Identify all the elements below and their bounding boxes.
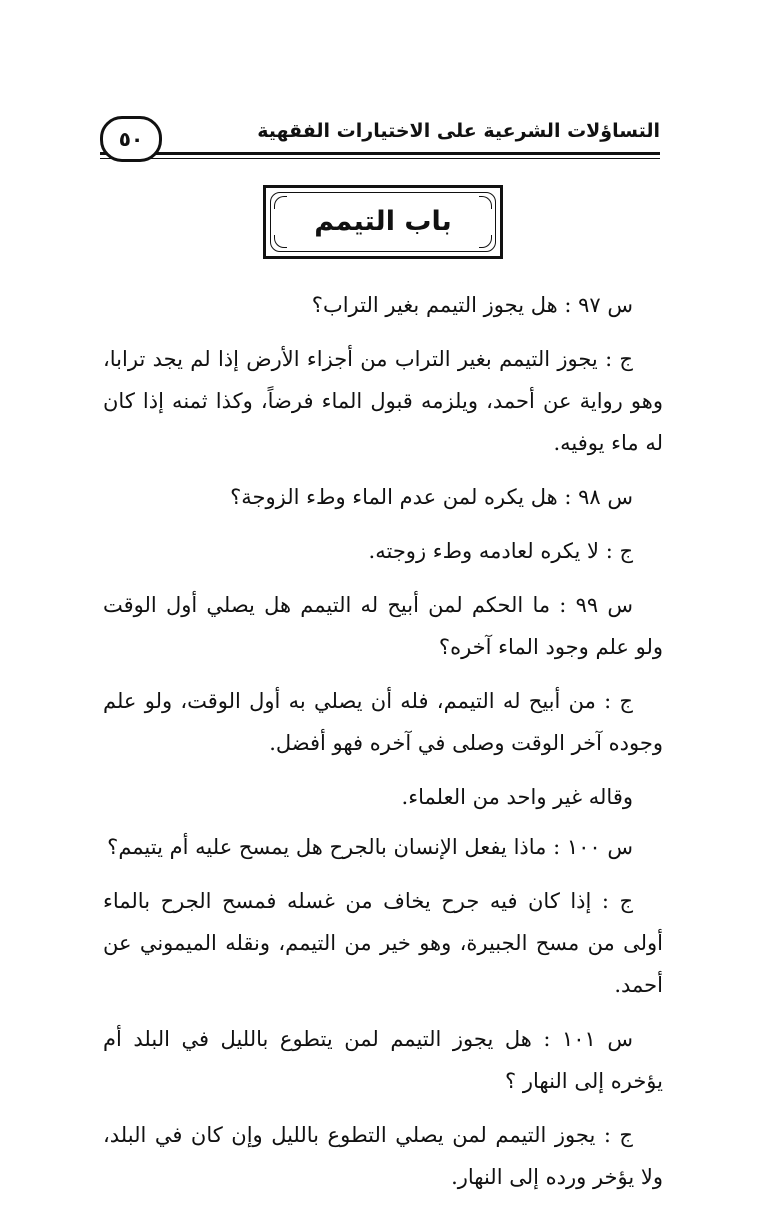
answer-99: ج : من أبيح له التيمم، فله أن يصلي به أول الوقت، ولو علم وجوده آخر الوقت وصلى في آخره فهو أفضل.	[103, 689, 663, 755]
running-title: التساؤلات الشرعية على الاختيارات الفقهية	[257, 120, 660, 142]
answer-101: ج : يجوز التيمم لمن يصلي التطوع بالليل وإن كان في البلد، ولا يؤخر ورده إلى النهار.	[103, 1123, 663, 1189]
question-98: س ٩٨ : هل يكره لمن عدم الماء وطء الزوجة؟	[230, 485, 633, 509]
header-rule-thin	[100, 158, 660, 159]
answer-98: ج : لا يكره لعادمه وطء زوجته.	[368, 539, 633, 563]
question-97: س ٩٧ : هل يجوز التيمم بغير التراب؟	[311, 293, 633, 317]
page-number: ٥٠	[100, 116, 162, 162]
question-99: س ٩٩ : ما الحكم لمن أبيح له التيمم هل يصلي أول الوقت ولو علم وجود الماء آخره؟	[103, 593, 663, 659]
question-100: س ١٠٠ : ماذا يفعل الإنسان بالجرح هل يمسح عليه أم يتيمم؟	[107, 835, 633, 859]
answer-99-note: وقاله غير واحد من العلماء.	[401, 785, 633, 809]
question-101: س ١٠١ : هل يجوز التيمم لمن يتطوع بالليل في البلد أم يؤخره إلى النهار ؟	[103, 1027, 663, 1093]
running-header	[100, 112, 660, 162]
header-rule-thick	[100, 152, 660, 155]
chapter-title-frame	[263, 185, 503, 259]
chapter-title: باب التيمم	[314, 206, 452, 237]
body-text	[103, 284, 663, 1210]
answer-100: ج : إذا كان فيه جرح يخاف من غسله فمسح الجرح بالماء أولى من مسح الجبيرة، وهو خير من التيمم، ونقله الميموني عن أحمد.	[103, 889, 663, 997]
answer-97: ج : يجوز التيمم بغير التراب من أجزاء الأرض إذا لم يجد ترابا، وهو رواية عن أحمد، ويلزمه قبول الماء فرضاً، وكذا ثمنه إذا كان له ماء يوفيه.	[103, 347, 663, 455]
